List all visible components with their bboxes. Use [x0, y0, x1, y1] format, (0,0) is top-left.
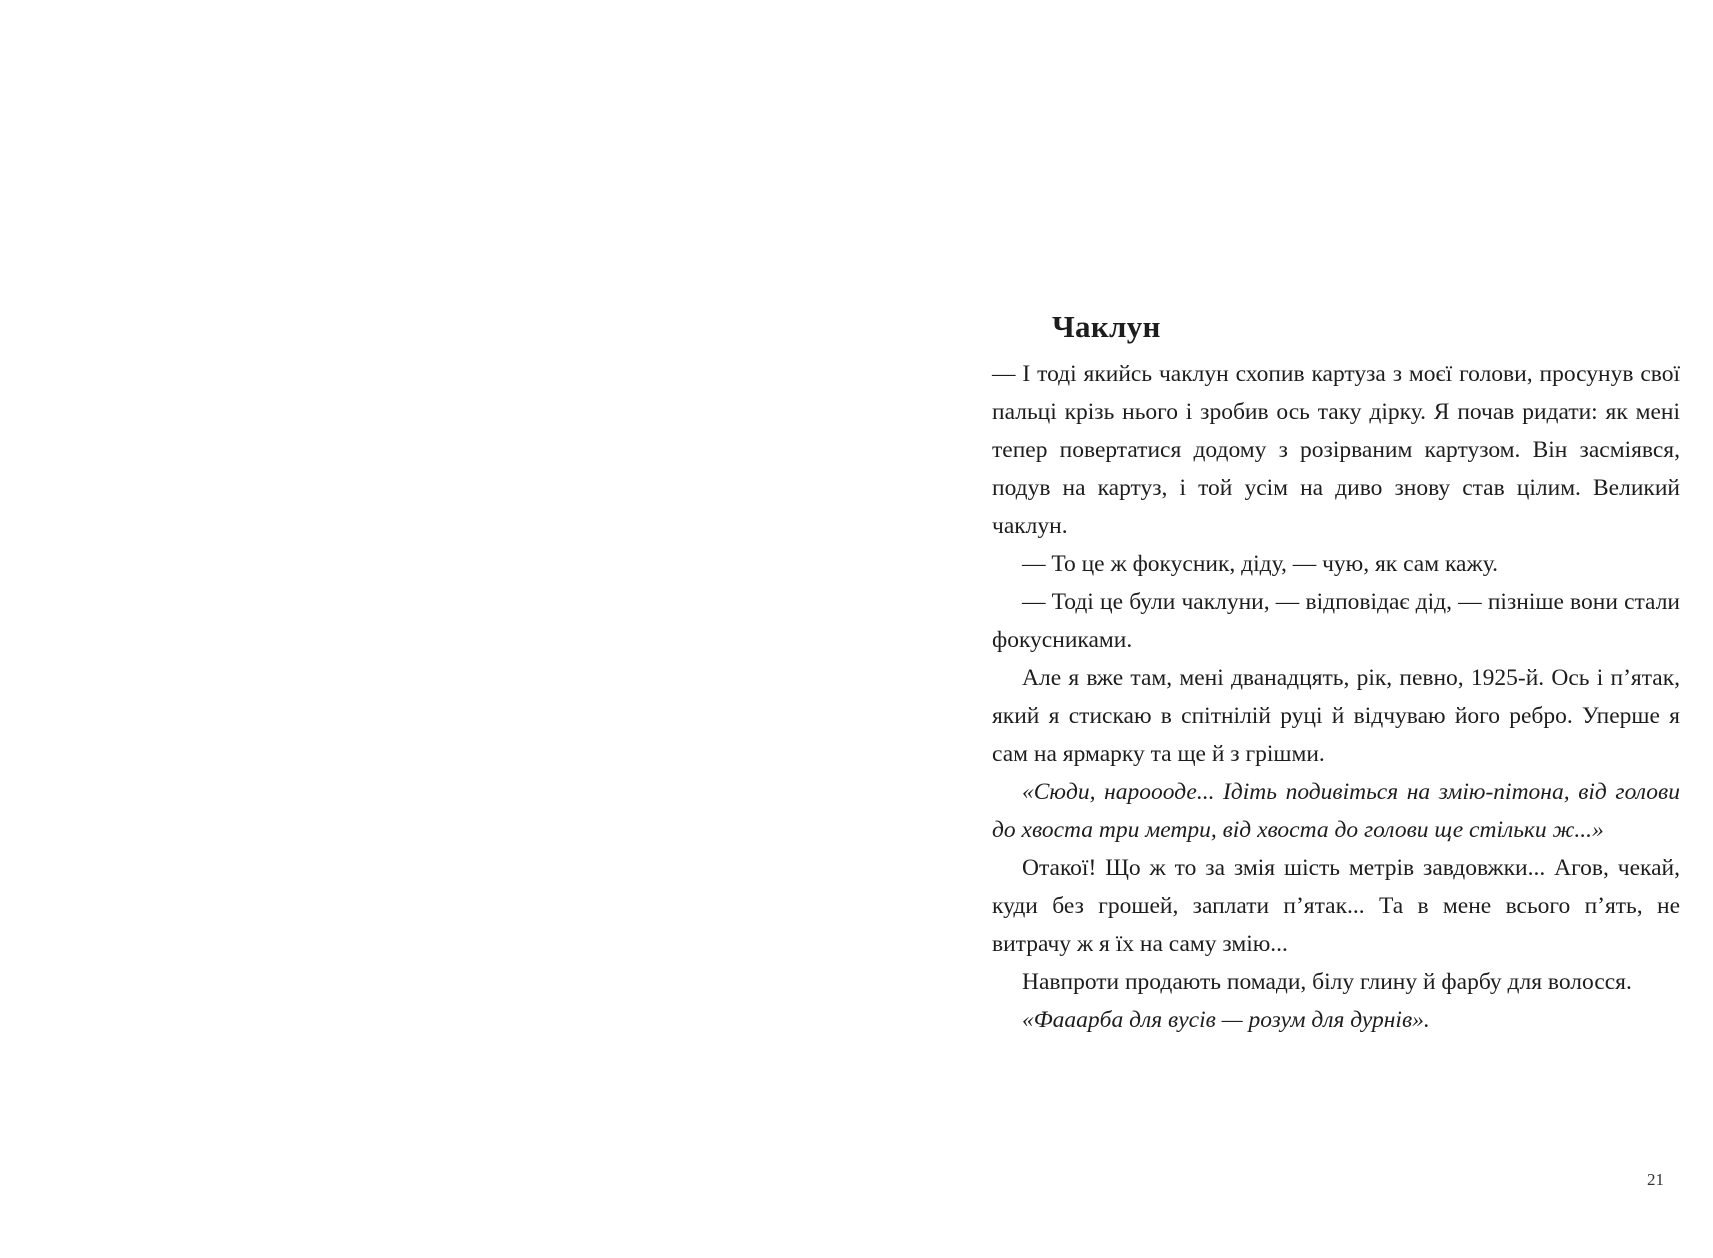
- paragraph-3: — Тоді це були чаклуни, — відповідає дід, — пізніше вони стали фокусниками.: [992, 589, 1680, 653]
- page-number: 21: [1647, 1170, 1664, 1189]
- chapter-title: Чаклун: [1052, 309, 1161, 344]
- left-page-blank: [0, 0, 856, 1258]
- paragraph-6: Отакої! Що ж то за змія шість метрів завдовжки... Агов, чекай, куди без грошей, заплати п’ятак... Та в мене всього п’ять, не витрачу ж я їх на саму змію...: [992, 855, 1680, 957]
- paragraph-7: Навпроти продають помади, білу глину й фарбу для волосся.: [1022, 969, 1632, 995]
- paragraph-8-quote: «Фааарба для вусів — розум для дурнів».: [1022, 1007, 1430, 1033]
- paragraph-5-quote: «Сюди, нароооде... Ідіть подивіться на змію-пітона, від голови до хвоста три метри, від хвоста до голови ще стільки ж...»: [992, 779, 1680, 843]
- right-page: [856, 0, 1713, 1258]
- paragraph-4: Але я вже там, мені дванадцять, рік, певно, 1925-й. Ось і п’ятак, який я стискаю в спітнілій руці й відчуваю його ребро. Уперше я сам на ярмарку та ще й з грішми.: [992, 665, 1680, 767]
- text-block: [992, 305, 1680, 1039]
- paragraph-2: — То це ж фокусник, діду, — чую, як сам кажу.: [1022, 551, 1498, 577]
- paragraph-1: — І тоді якийсь чаклун схопив картуза з моєї голови, просунув свої пальці крізь нього і зробив ось таку дірку. Я почав ридати: як мені тепер повертатися додому з розірваним картузом. Він засміявся, подув на картуз, і той усім на диво знову став цілим. Великий чаклун.: [992, 361, 1680, 539]
